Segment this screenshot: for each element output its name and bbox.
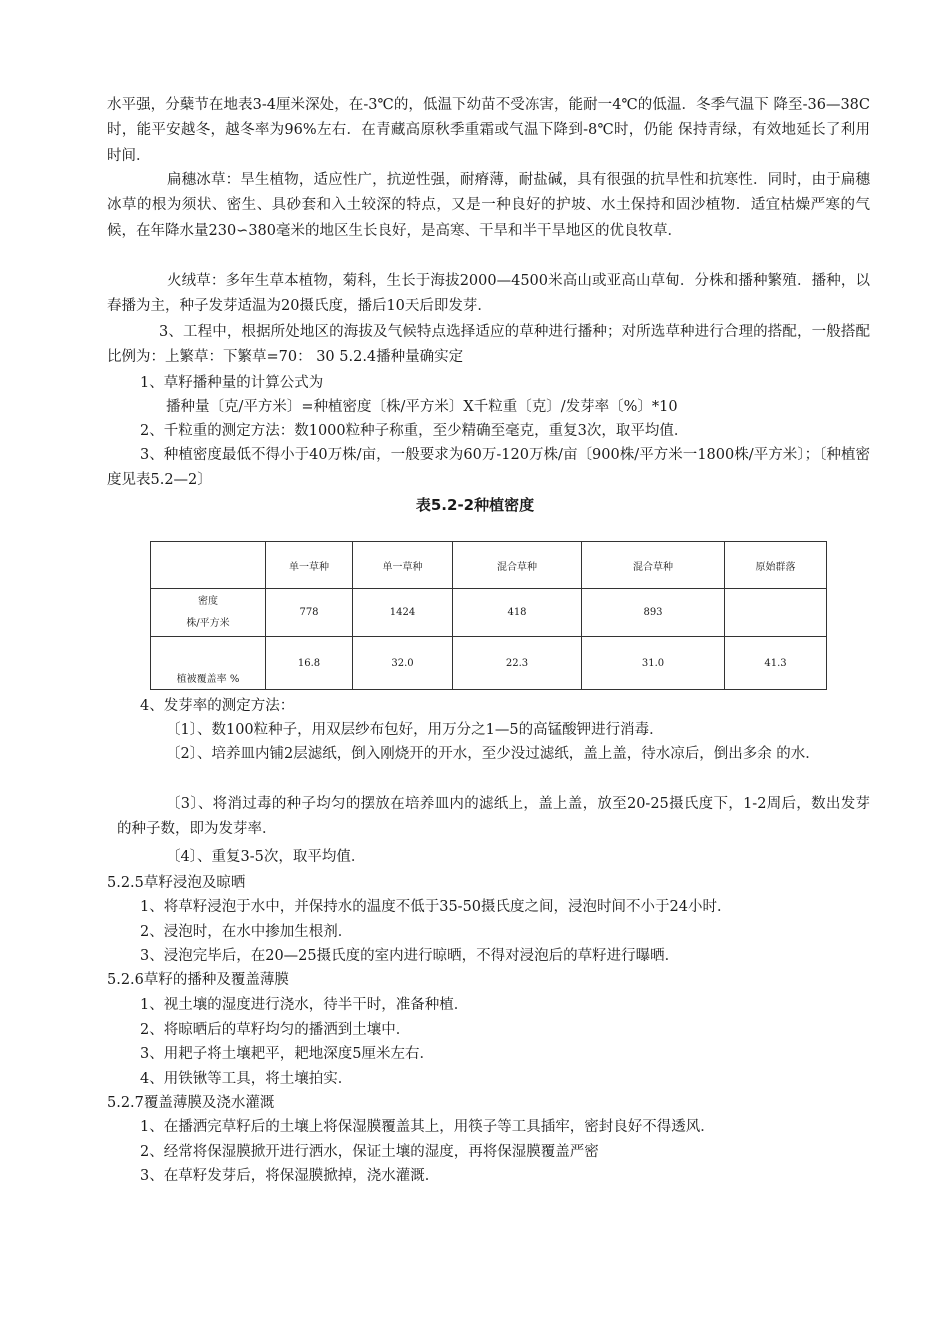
list-item: 2、将晾晒后的草籽均匀的播洒到土壤中． [140, 1022, 411, 1038]
table-row-coverage [151, 637, 827, 690]
planting-density-table [150, 541, 827, 690]
seeding-formula: 播种量〔克/平方米〕=种植密度〔株/平方米〕X千粒重〔克〕/发芽率〔%〕*10 [166, 399, 678, 415]
table-cell: 22.3 [453, 637, 582, 690]
section-5-2-7-title: 5.2.7覆盖薄膜及浇水灌溉 [107, 1095, 275, 1111]
table-cell: 1424 [353, 589, 453, 637]
table-header-row [151, 542, 827, 589]
list-item: 1、将草籽浸泡于水中，并保持水的温度不低于35-50摄氏度之间，浸泡时间不小于24小时． [140, 899, 732, 915]
table-header-cell: 原始群落 [725, 542, 827, 589]
paragraph-leontopodium: 火绒草：多年生草本植物，菊科，生长于海拔2000—4500米高山或亚高山草甸．分株和播种繁殖．播种，以春播为主，种子发芽适温为20摄氏度，播后10天后即发芽． [107, 273, 870, 315]
table-cell: 418 [453, 589, 582, 637]
table-cell [725, 589, 827, 637]
list-item: 4、用铁锹等工具，将土壤拍实． [140, 1071, 353, 1087]
table-cell: 41.3 [725, 637, 827, 690]
table-row-density [151, 589, 827, 637]
table-cell: 16.8 [266, 637, 353, 690]
seeding-formula-title: 1、草籽播种量的计算公式为 [140, 375, 324, 391]
paragraph-agropyron: 扁穗冰草：旱生植物，适应性广，抗逆性强，耐瘠薄，耐盐碱，具有很强的抗旱性和抗寒性．同时，由于扁穗冰草的根为须状、密生、具砂套和入土较深的特点，又是一种良好的护坡、水土保持和固沙植物．适宜枯燥严寒的气候，在年降水量230∽380毫米的地区生长良好，是高寒、干旱和半干旱地区的优良牧草． [107, 172, 870, 239]
thousand-seed-weight: 2、千粒重的测定方法：数1000粒种子称重，至少精确至毫克，重复3次，取平均值． [140, 423, 689, 439]
table-header-cell: 单一草种 [353, 542, 453, 589]
table-corner-cell [151, 542, 266, 589]
table-header-cell: 混合草种 [453, 542, 582, 589]
list-item: 3、用耙子将土壤耙平，耙地深度5厘米左右． [140, 1046, 434, 1062]
germination-title: 4、发芽率的测定方法： [140, 698, 295, 714]
table-row-label: 植被覆盖率 % [151, 637, 266, 690]
list-item: 1、视土壤的湿度进行浇水，待半干时，准备种植． [140, 997, 469, 1013]
list-item: 2、经常将保湿膜掀开进行洒水，保证土壤的湿度，再将保湿膜覆盖严密 [140, 1144, 599, 1160]
list-item: 3、浸泡完毕后，在20—25摄氏度的室内进行晾晒，不得对浸泡后的草籽进行曝晒． [140, 948, 680, 964]
list-item: 2、浸泡时，在水中掺加生根剂． [140, 924, 353, 940]
density-unit-label: 株/平方米 [186, 617, 230, 629]
table-cell: 893 [582, 589, 725, 637]
paragraph-species-mix: 3、工程中，根据所处地区的海拔及气候特点选择适应的草种进行播种；对所选草种进行合理的搭配，一般搭配比例为：上繁草：下繁草=70： 30 5.2.4播种量确实定 [107, 324, 870, 366]
table-caption: 表5.2-2种植密度 [415, 496, 535, 514]
table-cell: 31.0 [582, 637, 725, 690]
section-5-2-5-title: 5.2.5草籽浸泡及晾晒 [107, 875, 246, 891]
table-cell: 778 [266, 589, 353, 637]
germination-step-4: 〔4〕、重复3-5次，取平均值． [166, 849, 366, 865]
table-row-label [151, 589, 266, 637]
paragraph-cold-tolerance: 水平强，分蘖节在地表3-4厘米深处，在-3℃的，低温下幼苗不受冻害，能耐一4℃的低温．冬季气温下 降至-36—38C时，能平安越冬，越冬率为96%左右．在青藏高原秋季重霜或气温下降到-8℃时，仍能 保持青绿，有效地延长了利用时间． [107, 97, 870, 164]
table-cell: 32.0 [353, 637, 453, 690]
germination-step-1: 〔1〕、数100粒种子，用双层纱布包好，用万分之1—5的高锰酸钾进行消毒． [166, 722, 664, 738]
list-item: 1、在播洒完草籽后的土壤上将保湿膜覆盖其上，用筷子等工具插牢，密封良好不得透风． [140, 1119, 715, 1135]
density-label: 密度 [198, 595, 218, 607]
table-header-cell: 混合草种 [582, 542, 725, 589]
section-5-2-6-title: 5.2.6草籽的播种及覆盖薄膜 [107, 972, 289, 988]
planting-density-requirement: 3、种植密度最低不得小于40万株/亩，一般要求为60万-120万株/亩〔900株/平方米一1800株/平方米〕；〔种植密度见表5.2—2〕 [107, 447, 870, 489]
germination-step-2: 〔2〕、培养皿内铺2层滤纸，倒入刚烧开的开水，至少没过滤纸，盖上盖，待水凉后，倒出多余 的水． [166, 746, 820, 762]
germination-step-3: 〔3〕、将消过毒的种子均匀的摆放在培养皿内的滤纸上，盖上盖，放至20-25摄氏度下，1-2周后，数出发芽的种子数，即为发芽率． [117, 796, 870, 838]
table-header-cell: 单一草种 [266, 542, 353, 589]
list-item: 3、在草籽发芽后，将保湿膜掀掉，浇水灌溉． [140, 1168, 440, 1184]
